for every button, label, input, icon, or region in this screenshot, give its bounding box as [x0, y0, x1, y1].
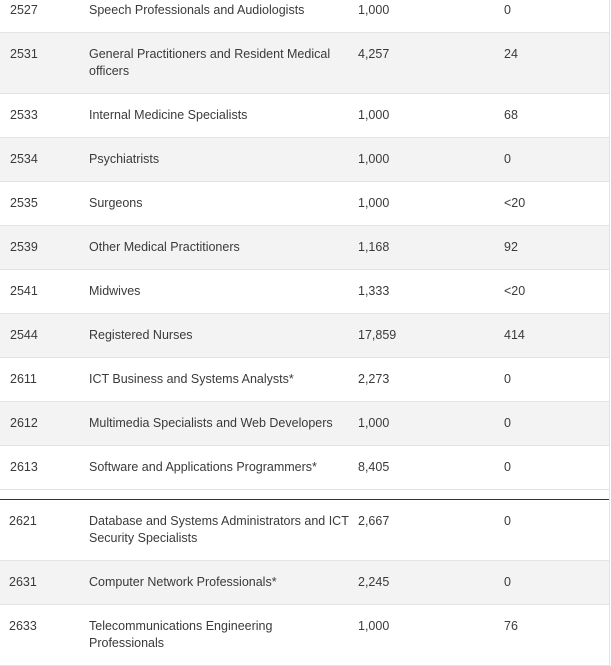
occupation-cell: Telecommunications Engineering Professionals: [89, 619, 273, 650]
value-cell: 2,667: [358, 514, 390, 528]
occupation-cell: Computer Network Professionals*: [89, 575, 277, 589]
count-cell: 0: [504, 152, 511, 166]
occupation-cell: ICT Business and Systems Analysts*: [89, 372, 294, 386]
code-cell: 2631: [9, 575, 37, 589]
code-cell: 2612: [10, 416, 38, 430]
count-cell: 24: [504, 47, 518, 61]
count-cell: 0: [504, 416, 511, 430]
count-cell: <20: [504, 284, 526, 298]
code-cell: 2613: [10, 460, 38, 474]
code-cell: 2534: [10, 152, 38, 166]
section-divider: [0, 490, 609, 500]
code-cell: 2621: [9, 514, 37, 528]
table-row: [0, 314, 609, 358]
count-cell: <20: [504, 196, 526, 210]
count-cell: 414: [504, 328, 525, 342]
value-cell: 1,000: [358, 416, 390, 430]
code-cell: 2533: [10, 108, 38, 122]
occupation-cell: Surgeons: [89, 196, 143, 210]
table-row: [0, 0, 609, 33]
occupation-cell: Multimedia Specialists and Web Developers: [89, 416, 333, 430]
table-row: [0, 561, 609, 605]
table-row: [0, 94, 609, 138]
value-cell: 1,000: [358, 3, 390, 17]
occupation-cell: Speech Professionals and Audiologists: [89, 3, 305, 17]
value-cell: 1,000: [358, 108, 390, 122]
occupation-cell: Software and Applications Programmers*: [89, 460, 317, 474]
value-cell: 1,000: [358, 619, 390, 633]
table-row: [0, 605, 609, 666]
table-row: [0, 270, 609, 314]
value-cell: 8,405: [358, 460, 390, 474]
value-cell: 1,000: [358, 152, 390, 166]
occupation-cell: Registered Nurses: [89, 328, 193, 342]
code-cell: 2531: [10, 47, 38, 61]
value-cell: 4,257: [358, 47, 390, 61]
code-cell: 2611: [10, 372, 37, 386]
occupation-cell: Midwives: [89, 284, 141, 298]
count-cell: 92: [504, 240, 518, 254]
table-row: [0, 33, 609, 94]
count-cell: 0: [504, 575, 511, 589]
table-row: [0, 358, 609, 402]
occupation-cell: General Practitioners and Resident Medical officers: [89, 47, 331, 78]
code-cell: 2544: [10, 328, 38, 342]
value-cell: 1,333: [358, 284, 390, 298]
value-cell: 1,000: [358, 196, 390, 210]
value-cell: 17,859: [358, 328, 397, 342]
occupation-cell: Database and Systems Administrators and ICT Security Specialists: [89, 514, 349, 545]
code-cell: 2535: [10, 196, 38, 210]
table-row: [0, 446, 609, 490]
code-cell: 2539: [10, 240, 38, 254]
count-cell: 68: [504, 108, 518, 122]
count-cell: 0: [504, 514, 511, 528]
code-cell: 2527: [10, 3, 38, 17]
value-cell: 2,245: [358, 575, 390, 589]
value-cell: 1,168: [358, 240, 390, 254]
occupation-cell: Other Medical Practitioners: [89, 240, 240, 254]
table-row: [0, 182, 609, 226]
count-cell: 0: [504, 460, 511, 474]
count-cell: 0: [504, 3, 511, 17]
table-row: [0, 138, 609, 182]
occupation-cell: Internal Medicine Specialists: [89, 108, 248, 122]
occupation-cell: Psychiatrists: [89, 152, 160, 166]
count-cell: 76: [504, 619, 518, 633]
code-cell: 2633: [9, 619, 37, 633]
table-row: [0, 226, 609, 270]
value-cell: 2,273: [358, 372, 390, 386]
table-row: [0, 402, 609, 446]
table-row: [0, 500, 609, 561]
count-cell: 0: [504, 372, 511, 386]
code-cell: 2541: [10, 284, 38, 298]
